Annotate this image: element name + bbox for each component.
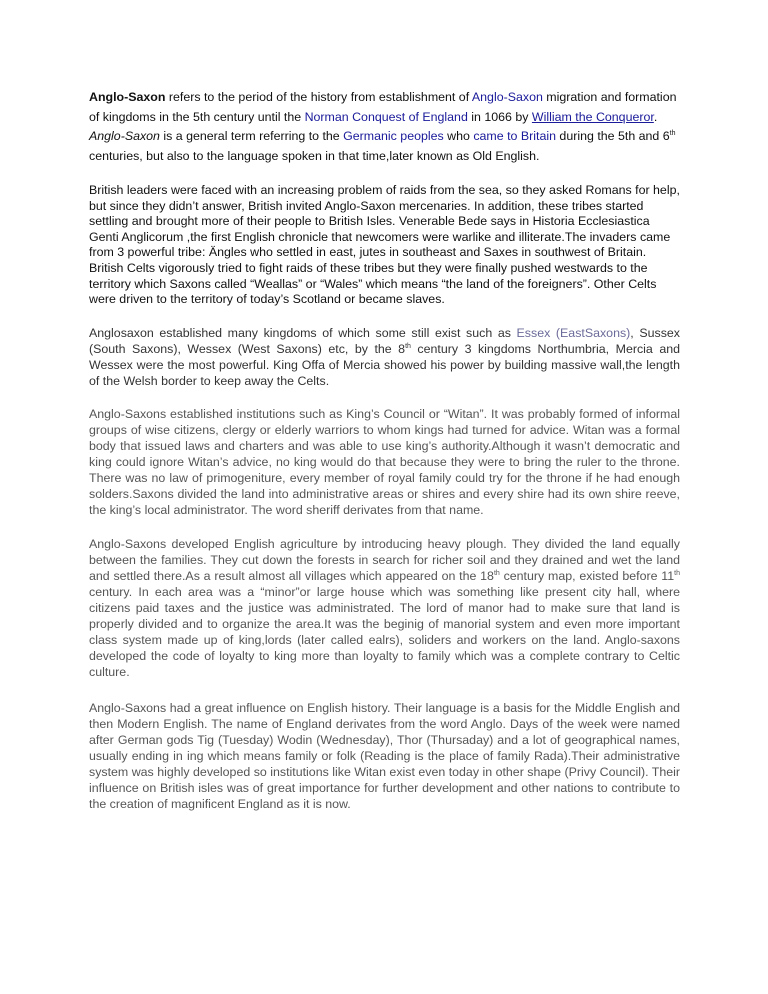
- paragraph-british-leaders: British leaders were faced with an increasing problem of raids from the sea, so they asked Romans for help, but since they didn’t answer, British invited Anglo-Saxon mercenaries. In addition, these tribes started settling and brought more of their people to British Isles. Venerable Bede says in Historia Ecclesiastica Genti Anglicorum ,the first English chronicle that newcomers were warlike and illiterate.The invaders came from 3 powerful tribe: Ängles who settled in east, jutes in southeast and Saxes in southwest of Britain. British Celts vigorously tried to fight raids of these tribes but they were finally pushed westwards to the territory which Saxons called “Weallas” or “Wales” which means “the land of the foreigners”. Other Celts were driven to the territory of today’s Scotland or became slaves.: [89, 183, 680, 307]
- paragraph-institutions: Anglo-Saxons established institutions such as King’s Council or “Witan”. It was probably formed of informal groups of wise citizens, clergy or elderly warriors to whom kings had turned for advice. Witan was a formal body that issued laws and charters and was able to use king’s authority.Although it wasn’t democratic and king could ignore Witan’s advice, no king would do that because they were to bring the ruler to the throne. There was no law of primogeniture, every member of royal family could try for the throne if he had enough solders.Saxons divided the land into administrative areas or shires and every shire had its own shire reeve, the king’s local administrator. The word sheriff derivates from that name.: [89, 406, 680, 517]
- paragraph-agriculture: Anglo-Saxons developed English agriculture by introducing heavy plough. They divided the land equally between the families. They cut down the forests in search for richer soil and they drained and wet the land and settled there.As a result almost all villages which appeared on the 18th century map, existed before 11th century. In each area was a “minor”or large house which was something like present city hall, where citizens paid taxes and the justice was administrated. The lord of manor had to make sure that land is properly divided and to organize the area.It was the beginig of manorial system and even more important class system made up of king,lords (later called ealrs), soliders and workers on the land. Anglo-saxons developed the code of loyalty to king more than loyalty to family which was a complete contrary to Celtic culture.: [89, 536, 680, 679]
- term-anglo-saxon: Anglo-Saxon: [89, 90, 166, 104]
- superscript-th: th: [405, 342, 411, 350]
- term-anglo-saxon-italic: Anglo-Saxon: [89, 129, 160, 143]
- link-anglo-saxon[interactable]: Anglo-Saxon: [471, 90, 543, 104]
- link-norman-conquest[interactable]: Norman Conquest of England: [304, 109, 468, 124]
- paragraph-intro: Anglo-Saxon refers to the period of the history from establishment of Anglo-Saxon migration and formation of kingdoms in the 5th century until the Norman Conquest of England in 1066 by William the Conqueror. Anglo-Saxon is a general term referring to the Germanic peoples who came to Britain during the 5th and 6th centuries, but also to the language spoken in that time,later known as Old English.: [89, 90, 677, 163]
- link-came-to-britain[interactable]: came to Britain: [473, 129, 556, 143]
- superscript-th: th: [493, 569, 500, 577]
- superscript-th: th: [669, 130, 676, 137]
- superscript-th: th: [674, 569, 680, 577]
- link-william-the-conqueror[interactable]: William the Conqueror: [531, 109, 654, 124]
- paragraph-kingdoms: Anglosaxon established many kingdoms of which some still exist such as Essex (EastSaxons), Sussex (South Saxons), Wessex (West Saxons) etc, by the 8th century 3 kingdoms Northumbria, Mercia and Wessex were the most powerful. King Offa of Mercia showed his power by building massive wall,the length of the Welsh border to keep away the Celts.: [89, 325, 680, 388]
- document-page: [89, 88, 680, 812]
- paragraph-influence: Anglo-Saxons had a great influence on English history. Their language is a basis for the Middle English and then Modern English. The name of England derivates from the word Anglo. Days of the week were named after German gods Tig (Tuesday) Wodin (Wednesday), Thor (Thursaday) and a lot of geographical names, usually ending in ing which means family or folk (Reading is the place of family Rada).Their administrative system was highly developed so institutions like Witan exist even today in other shape (Privy Council). Their influence on British isles was of great importance for further development and other nations to contribute to the creation of magnificent England as it is now.: [89, 700, 680, 811]
- link-germanic-peoples[interactable]: Germanic peoples: [343, 129, 444, 143]
- link-essex[interactable]: Essex (EastSaxons): [516, 325, 631, 340]
